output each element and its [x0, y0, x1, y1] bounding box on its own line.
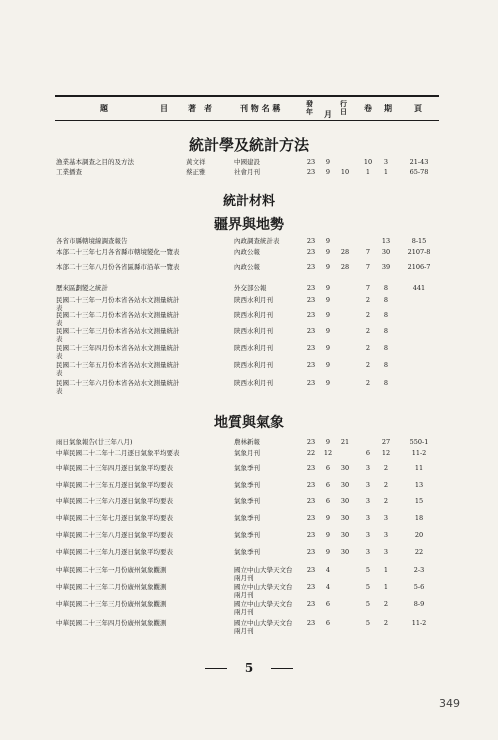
entry-month: 4 — [325, 566, 331, 574]
entry-month: 9 — [325, 168, 331, 176]
header-page: 頁 — [414, 103, 422, 113]
entry-journal: 國立中山大學天文台兩月刊 — [234, 583, 293, 599]
entry-journal: 氣象月刊 — [234, 449, 260, 457]
entry-month: 9 — [325, 296, 331, 304]
entry-page: 22 — [414, 548, 424, 556]
entry-title: 民國二十三年四月份本省各站水文測量統計表 — [56, 344, 180, 360]
entry-journal: 中國建設 — [234, 158, 260, 166]
entry-month: 9 — [325, 379, 331, 387]
entry-page: 11-2 — [411, 619, 427, 627]
entry-journal: 氣象季刊 — [234, 497, 260, 505]
entry-issue: 8 — [383, 296, 389, 304]
entry-year: 23 — [306, 158, 316, 166]
entry-month: 9 — [325, 344, 331, 352]
entry-month: 6 — [325, 464, 331, 472]
entry-year: 23 — [306, 311, 316, 319]
entry-volume: 3 — [365, 514, 371, 522]
folio: 5 — [244, 661, 254, 675]
entry-page: 8-9 — [413, 600, 425, 608]
entry-page: 2-3 — [413, 566, 425, 574]
entry-issue: 8 — [383, 327, 389, 335]
entry-journal: 陝西水利月刊 — [234, 311, 273, 319]
section-heading: 統計材料 — [222, 194, 275, 209]
entry-volume: 10 — [363, 158, 373, 166]
header-bottom-rule — [55, 120, 439, 121]
entry-month: 6 — [325, 619, 331, 627]
entry-title: 民國二十三年三月份本省各站水文測量統計表 — [56, 327, 180, 343]
entry-journal: 陝西水利月刊 — [234, 296, 273, 304]
entry-title: 中華民國二十三年四月逐日氣象平均要表 — [56, 464, 173, 472]
entry-author: 蔡正雅 — [186, 168, 206, 176]
entry-month: 6 — [325, 497, 331, 505]
entry-year: 23 — [306, 168, 316, 176]
entry-volume: 3 — [365, 497, 371, 505]
entry-journal: 氣象季刊 — [234, 548, 260, 556]
entry-issue: 2 — [383, 481, 389, 489]
entry-issue: 39 — [381, 263, 391, 271]
entry-year: 23 — [306, 497, 316, 505]
entry-year: 23 — [306, 344, 316, 352]
entry-year: 23 — [306, 464, 316, 472]
entry-issue: 2 — [383, 497, 389, 505]
entry-volume: 3 — [365, 531, 371, 539]
header-volume: 卷 — [364, 103, 372, 113]
header-title-b: 目 — [160, 103, 168, 113]
entry-page: 13 — [414, 481, 424, 489]
entry-journal: 外交部公報 — [234, 284, 267, 292]
entry-volume: 1 — [365, 168, 371, 176]
entry-title: 中華民國二十三年四月份廣州氣象觀測 — [56, 619, 167, 627]
entry-year: 23 — [306, 327, 316, 335]
entry-volume: 3 — [365, 548, 371, 556]
entry-year: 23 — [306, 481, 316, 489]
header-year: 發年 — [306, 99, 313, 116]
entry-day: 10 — [340, 168, 350, 176]
entry-title: 中華民國二十三年八月逐日氣象平均要表 — [56, 531, 173, 539]
entry-title: 民國二十三年一月份本省各站水文測量統計表 — [56, 296, 180, 312]
header-date: 行日 — [340, 99, 347, 116]
entry-issue: 1 — [383, 168, 389, 176]
entry-title: 漁業基本調查之目的及方法 — [56, 158, 134, 166]
entry-journal: 國立中山大學天文台兩月刊 — [234, 600, 293, 616]
entry-page: 8-15 — [411, 237, 427, 245]
entry-issue: 1 — [383, 583, 389, 591]
entry-issue: 2 — [383, 464, 389, 472]
entry-volume: 2 — [365, 327, 371, 335]
entry-month: 6 — [325, 600, 331, 608]
entry-journal: 陝西水利月刊 — [234, 361, 273, 369]
entry-volume: 7 — [365, 248, 371, 256]
entry-year: 23 — [306, 514, 316, 522]
entry-day: 28 — [340, 248, 350, 256]
entry-volume: 7 — [365, 284, 371, 292]
entry-title: 中華民國二十三年五月逐日氣象平均要表 — [56, 481, 173, 489]
entry-title: 民國二十三年六月份本省各站水文測量統計表 — [56, 379, 180, 395]
entry-year: 23 — [306, 296, 316, 304]
entry-journal: 氣象季刊 — [234, 464, 260, 472]
entry-title: 中華民國二十三年七月逐日氣象平均要表 — [56, 514, 173, 522]
entry-journal: 內政調查統計表 — [234, 237, 280, 245]
entry-year: 23 — [306, 600, 316, 608]
entry-title: 雨日氣象報告(廿三年八月) — [56, 438, 133, 446]
entry-month: 12 — [323, 449, 333, 457]
entry-year: 23 — [306, 248, 316, 256]
entry-year: 23 — [306, 379, 316, 387]
entry-title: 民國二十三年二月份本省各站水文測量統計表 — [56, 311, 180, 327]
entry-title: 歷來區劃變之統計 — [56, 284, 108, 292]
entry-page: 550-1 — [409, 438, 429, 446]
entry-month: 9 — [325, 248, 331, 256]
entry-month: 9 — [325, 284, 331, 292]
entry-year: 23 — [306, 361, 316, 369]
entry-day: 28 — [340, 263, 350, 271]
entry-author: 黃文祥 — [186, 158, 206, 166]
entry-issue: 13 — [381, 237, 391, 245]
header-top-rule — [55, 95, 439, 97]
entry-day: 30 — [340, 497, 350, 505]
entry-page: 2106-7 — [407, 263, 431, 271]
header-issue: 期 — [384, 103, 392, 113]
entry-volume: 2 — [365, 344, 371, 352]
entry-title: 本部二十三年八月份各省區縣市沿革一覽表 — [56, 263, 180, 271]
entry-month: 9 — [325, 263, 331, 271]
entry-issue: 3 — [383, 548, 389, 556]
entry-volume: 7 — [365, 263, 371, 271]
entry-journal: 氣象季刊 — [234, 481, 260, 489]
entry-issue: 2 — [383, 600, 389, 608]
section-heading: 統計學及統計方法 — [188, 136, 309, 154]
entry-title: 中華民國二十三年九月逐日氣象平均要表 — [56, 548, 173, 556]
entry-month: 6 — [325, 481, 331, 489]
entry-year: 23 — [306, 284, 316, 292]
entry-volume: 5 — [365, 583, 371, 591]
entry-page: 65-78 — [409, 168, 429, 176]
entry-page: 20 — [414, 531, 424, 539]
entry-page: 2107-8 — [407, 248, 431, 256]
header-author: 著 者 — [188, 103, 212, 113]
entry-page: 5-6 — [413, 583, 425, 591]
entry-month: 9 — [325, 158, 331, 166]
entry-issue: 3 — [383, 531, 389, 539]
entry-title: 中華民國二十二年十二月逐日氣象平均要表 — [56, 449, 180, 457]
section-heading: 疆界與地勢 — [214, 217, 284, 233]
entry-year: 22 — [306, 449, 316, 457]
entry-journal: 社會月刊 — [234, 168, 260, 176]
entry-volume: 5 — [365, 619, 371, 627]
entry-issue: 12 — [381, 449, 391, 457]
entry-journal: 國立中山大學天文台兩月刊 — [234, 619, 293, 635]
entry-issue: 3 — [383, 158, 389, 166]
entry-journal: 內政公報 — [234, 263, 260, 271]
entry-title: 本部二十三年七月各省縣市轄境變化一覽表 — [56, 248, 180, 256]
entry-journal: 農林新報 — [234, 438, 260, 446]
entry-page: 18 — [414, 514, 424, 522]
entry-day: 30 — [340, 531, 350, 539]
entry-issue: 2 — [383, 619, 389, 627]
entry-issue: 8 — [383, 344, 389, 352]
entry-month: 9 — [325, 548, 331, 556]
entry-year: 23 — [306, 237, 316, 245]
entry-issue: 27 — [381, 438, 391, 446]
entry-journal: 陝西水利月刊 — [234, 344, 273, 352]
entry-day: 30 — [340, 514, 350, 522]
entry-issue: 3 — [383, 514, 389, 522]
entry-year: 23 — [306, 583, 316, 591]
entry-page: 21-43 — [409, 158, 429, 166]
entry-issue: 8 — [383, 284, 389, 292]
entry-title: 中華民國二十三年三月份廣州氣象觀測 — [56, 600, 167, 608]
entry-journal: 國立中山大學天文台兩月刊 — [234, 566, 293, 582]
entry-issue: 1 — [383, 566, 389, 574]
entry-volume: 2 — [365, 311, 371, 319]
header-month: 月 — [324, 109, 332, 119]
entry-journal: 陝西水利月刊 — [234, 327, 273, 335]
entry-volume: 3 — [365, 464, 371, 472]
entry-title: 中華民國二十三年二月份廣州氣象觀測 — [56, 583, 167, 591]
entry-month: 9 — [325, 514, 331, 522]
entry-month: 9 — [325, 311, 331, 319]
entry-title: 中華民國二十三年一月份廣州氣象觀測 — [56, 566, 167, 574]
entry-volume: 5 — [365, 566, 371, 574]
entry-year: 23 — [306, 566, 316, 574]
entry-year: 23 — [306, 531, 316, 539]
entry-title: 民國二十三年五月份本省各站水文測量統計表 — [56, 361, 180, 377]
entry-volume: 2 — [365, 379, 371, 387]
entry-journal: 陝西水利月刊 — [234, 379, 273, 387]
entry-volume: 3 — [365, 481, 371, 489]
entry-volume: 6 — [365, 449, 371, 457]
entry-month: 9 — [325, 531, 331, 539]
entry-year: 23 — [306, 263, 316, 271]
entry-journal: 氣象季刊 — [234, 531, 260, 539]
entry-volume: 2 — [365, 361, 371, 369]
page-number: 349 — [439, 697, 460, 710]
entry-day: 30 — [340, 548, 350, 556]
header-journal: 刊 物 名 稱 — [240, 103, 281, 113]
entry-issue: 8 — [383, 311, 389, 319]
folio-dash-right — [271, 668, 293, 669]
entry-volume: 5 — [365, 600, 371, 608]
entry-day: 30 — [340, 481, 350, 489]
entry-volume: 2 — [365, 296, 371, 304]
entry-year: 23 — [306, 619, 316, 627]
section-heading: 地質與氣象 — [214, 415, 284, 431]
entry-day: 21 — [340, 438, 350, 446]
entry-title: 工業播查 — [56, 168, 82, 176]
entry-month: 9 — [325, 438, 331, 446]
entry-issue: 8 — [383, 379, 389, 387]
entry-month: 9 — [325, 237, 331, 245]
entry-month: 4 — [325, 583, 331, 591]
entry-page: 15 — [414, 497, 424, 505]
entry-journal: 內政公報 — [234, 248, 260, 256]
entry-day: 30 — [340, 464, 350, 472]
entry-month: 9 — [325, 361, 331, 369]
entry-page: 11 — [414, 464, 424, 472]
entry-page: 441 — [412, 284, 426, 292]
entry-page: 11-2 — [411, 449, 427, 457]
entry-month: 9 — [325, 327, 331, 335]
entry-year: 23 — [306, 438, 316, 446]
entry-title: 中華民國二十三年六月逐日氣象平均要表 — [56, 497, 173, 505]
entry-issue: 30 — [381, 248, 391, 256]
header-title-a: 題 — [100, 103, 108, 113]
entry-title: 各省市縣轄境線調查報告 — [56, 237, 128, 245]
entry-year: 23 — [306, 548, 316, 556]
entry-journal: 氣象季刊 — [234, 514, 260, 522]
entry-issue: 8 — [383, 361, 389, 369]
